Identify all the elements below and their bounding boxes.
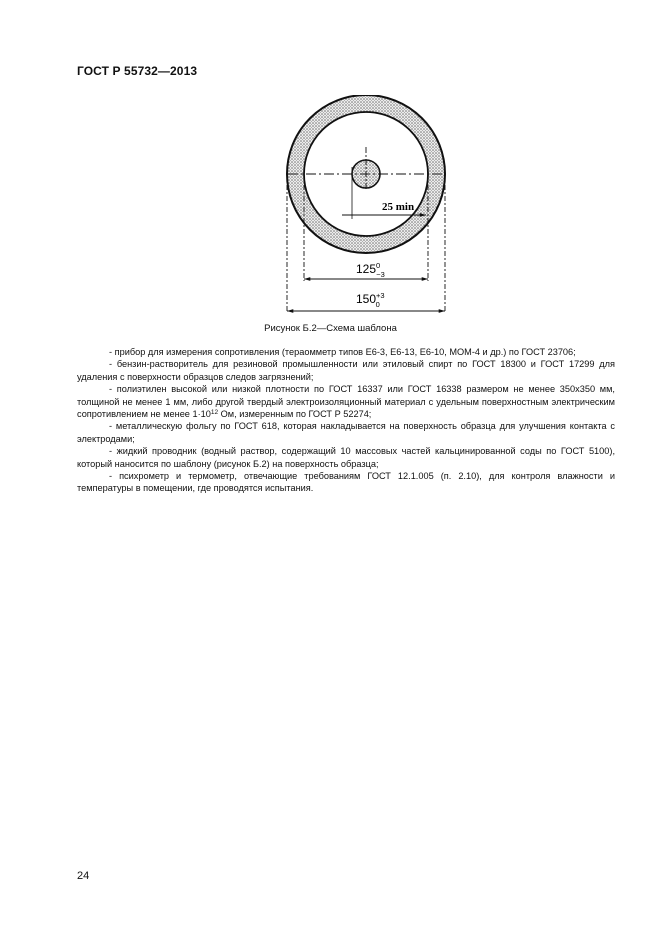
figure-caption: Рисунок Б.2—Схема шаблона bbox=[264, 323, 397, 334]
document-header: ГОСТ Р 55732—2013 bbox=[77, 64, 198, 78]
dimension-label-150: $150^{+3}$ 0 bbox=[356, 291, 385, 309]
list-item: - жидкий проводник (водный раствор, содержащий 10 массовых частей кальцинированной соды по ГОСТ 5100), который наносится по шаблону (рисунок Б.2) на поверхность образца; bbox=[77, 446, 615, 469]
template-scheme-figure bbox=[270, 95, 470, 325]
equipment-list bbox=[77, 346, 615, 495]
dimension-label-25-min: 25 min bbox=[382, 201, 415, 213]
list-item: - полиэтилен высокой или низкой плотности по ГОСТ 16337 или ГОСТ 16338 размером не менее 350х350 мм, толщиной не менее 1 мм, либо другой твердый электроизоляционный материал с удельным поверхностным электрическим сопротивлением не менее $1\cdot 10^{12}$ Ом, измеренным по ГОСТ Р 52274; bbox=[77, 384, 615, 420]
list-item: - бензин-растворитель для резиновой промышленности или этиловый спирт по ГОСТ 18300 и ГОСТ 17299 для удаления с поверхности образцов следов загрязнений; bbox=[77, 359, 615, 382]
page-number: 24 bbox=[77, 870, 90, 882]
dimension-label-125: $125^0 -3$ bbox=[356, 261, 385, 279]
list-item: - металлическую фольгу по ГОСТ 618, которая накладывается на поверхность образца для улучшения контакта с электродами; bbox=[77, 421, 615, 444]
list-item: - прибор для измерения сопротивления (тераомметр типов Е6-3, Е6-13, Е6-10, МОМ-4 и др.) по ГОСТ 23706; bbox=[109, 347, 576, 357]
list-item: - психрометр и термометр, отвечающие требованиям ГОСТ 12.1.005 (п. 2.10), для контроля влажности и температуры в помещении, где проводятся испытания. bbox=[77, 471, 615, 494]
